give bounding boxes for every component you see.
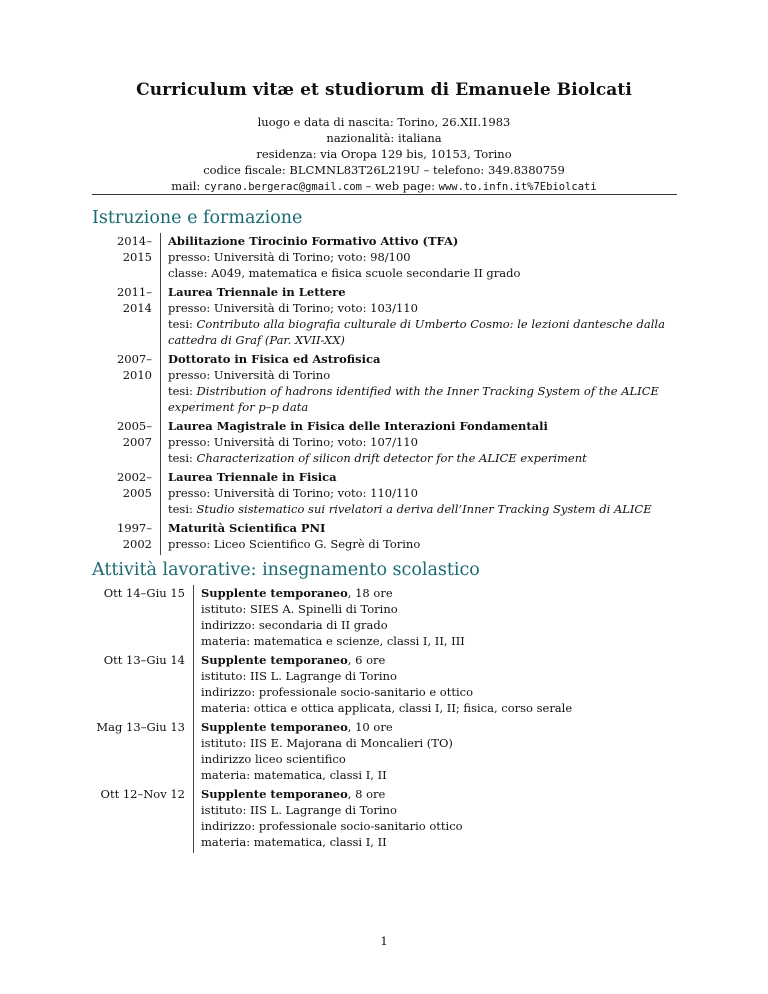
entry-detail-text: presso: Università di Torino; voto: 98/100: [168, 250, 411, 264]
entry-detail-text: istituto: IIS E. Majorana di Moncalieri (TO): [201, 736, 453, 750]
section-istruzione: [92, 207, 692, 555]
web-link[interactable]: www.to.infn.it%7Ebiolcati: [438, 181, 597, 193]
mail-label: mail:: [171, 179, 204, 193]
section-lavoro: [92, 559, 692, 853]
entry-detail-text: materia: matematica, classi I, II: [201, 835, 387, 849]
entry: [92, 786, 692, 850]
entry-hours: , 6 ore: [347, 653, 386, 667]
entry-title: [168, 233, 708, 249]
entry-thesis-title: Characterization of silicon drift detector for the ALICE experiment: [196, 451, 587, 465]
contact-block: [0, 114, 768, 195]
entry-thesis-title: Contributo alla biografia culturale di Umberto Cosmo: le lezioni dantesche dalla: [196, 317, 665, 331]
entry-title: [168, 351, 708, 367]
entry-detail-text: istituto: SIES A. Spinelli di Torino: [201, 602, 398, 616]
entry-date: 2002–2005: [116, 470, 152, 500]
entry-detail-line: [168, 450, 708, 466]
entry-title: [168, 520, 708, 536]
entry-detail-line: [201, 684, 701, 700]
birth-info: luogo e data di nascita: Torino, 26.XII.1983: [257, 115, 511, 129]
entry-detail-text: indirizzo: professionale socio-sanitario e ottico: [201, 685, 474, 699]
entry-detail-label: tesi:: [168, 384, 197, 398]
entry-body: [160, 233, 708, 284]
entry-detail-text: materia: matematica, classi I, II: [201, 768, 387, 782]
entry-detail-line: [201, 834, 701, 850]
entry-title-text: Supplente temporaneo: [201, 720, 348, 734]
entry-detail-line: [168, 485, 708, 501]
entry-title-text: Supplente temporaneo: [201, 586, 348, 600]
entry-detail-text: indirizzo: professionale socio-sanitario ottico: [201, 819, 463, 833]
entry-detail-text: materia: matematica e scienze, classi I, II, III: [201, 634, 465, 648]
entry: [92, 284, 692, 348]
entry-detail-label: tesi:: [168, 502, 197, 516]
entry: [92, 719, 692, 783]
entry-date: 2011–2014: [116, 285, 152, 315]
entry-title: [168, 284, 708, 300]
entry-date: 2005–2007: [116, 419, 152, 449]
entry-detail-line: [201, 802, 701, 818]
entry: [92, 585, 692, 649]
entry-detail-text: presso: Università di Torino; voto: 107/110: [168, 435, 418, 449]
entry-detail-line: [168, 332, 708, 348]
entry-detail-line: [201, 617, 701, 633]
entry-body: [160, 418, 708, 469]
entry-thesis-title: Distribution of hadrons identified with the Inner Tracking System of the ALICE: [196, 384, 659, 398]
entry-title-text: Laurea Triennale in Fisica: [168, 470, 337, 484]
mail-web-line: [0, 178, 768, 195]
entry-thesis-title: cattedra di Graf (Par. XVII-XX): [168, 333, 345, 347]
entry-detail-text: presso: Liceo Scientifico G. Segrè di Torino: [168, 537, 421, 551]
entry-body: [193, 585, 701, 652]
entry-body: [160, 284, 708, 351]
entry-date: 2007–2010: [116, 352, 152, 382]
entry-detail-line: [201, 601, 701, 617]
entry-hours: , 18 ore: [347, 586, 393, 600]
entry-body: [193, 786, 701, 853]
entry-title-text: Maturità Scientifica PNI: [168, 521, 326, 535]
entry-detail-line: [201, 767, 701, 783]
entry-title-text: Supplente temporaneo: [201, 787, 348, 801]
entry-body: [160, 520, 708, 555]
entry-detail-line: [201, 633, 701, 649]
entry-title: [168, 418, 708, 434]
entry-title: [201, 585, 701, 601]
entry: [92, 351, 692, 415]
entry-hours: , 8 ore: [347, 787, 386, 801]
entry-detail-text: materia: ottica e ottica applicata, classi I, II; fisica, corso serale: [201, 701, 573, 715]
entry-detail-text: presso: Università di Torino; voto: 110/110: [168, 486, 418, 500]
section-title-istruzione: Istruzione e formazione: [92, 208, 303, 228]
entry-date: Mag 13–Giu 13: [96, 720, 185, 734]
entry-date: Ott 13–Giu 14: [103, 653, 185, 667]
entry: [92, 418, 692, 466]
residence: residenza: via Oropa 129 bis, 10153, Torino: [256, 147, 512, 161]
entry-date: 2014–2015: [116, 234, 152, 264]
entry: [92, 652, 692, 716]
entries-lavoro: [92, 585, 692, 853]
entry-body: [193, 719, 701, 786]
entry-title-text: Abilitazione Tirocinio Formativo Attivo (TFA): [168, 234, 459, 248]
entry-detail-label: tesi:: [168, 317, 197, 331]
entry-detail-line: [201, 818, 701, 834]
entry-detail-line: [168, 265, 708, 281]
entry-detail-text: presso: Università di Torino; voto: 103/110: [168, 301, 418, 315]
entry-detail-label: tesi:: [168, 451, 197, 465]
entry-detail-text: presso: Università di Torino: [168, 368, 331, 382]
entry-date: Ott 12–Nov 12: [100, 787, 185, 801]
entry-detail-line: [201, 668, 701, 684]
entry-body: [160, 351, 708, 418]
nationality: nazionalità: italiana: [326, 131, 442, 145]
entry-detail-line: [168, 434, 708, 450]
web-label: – web page:: [362, 179, 439, 193]
entry-detail-text: istituto: IIS L. Lagrange di Torino: [201, 803, 397, 817]
entry-date: Ott 14–Giu 15: [103, 586, 185, 600]
entry-hours: , 10 ore: [347, 720, 393, 734]
entry-detail-line: [201, 700, 701, 716]
entry-detail-text: istituto: IIS L. Lagrange di Torino: [201, 669, 397, 683]
entries-istruzione: [92, 233, 692, 555]
entry-title: [168, 469, 708, 485]
entry-detail-text: indirizzo: secondaria di II grado: [201, 618, 388, 632]
entry-thesis-title: Studio sistematico sui rivelatori a deriva dell’Inner Tracking System di ALICE: [196, 502, 652, 516]
entry-detail-line: [168, 300, 708, 316]
entry-thesis-title: experiment for p–p data: [168, 400, 309, 414]
entry: [92, 233, 692, 281]
entry-title: [201, 786, 701, 802]
entry-detail-line: [168, 399, 708, 415]
entry-date: 1997–2002: [116, 521, 152, 551]
header-divider: [92, 194, 677, 195]
entry-title: [201, 652, 701, 668]
entry-detail-text: indirizzo liceo scientifico: [201, 752, 346, 766]
mail-link[interactable]: cyrano.bergerac@gmail.com: [203, 181, 362, 193]
entry-body: [160, 469, 708, 520]
entry: [92, 520, 692, 552]
entry-detail-line: [168, 249, 708, 265]
entry-detail-line: [201, 751, 701, 767]
entry: [92, 469, 692, 517]
fiscal-code-phone: codice fiscale: BLCMNL83T26L219U – telefono: 349.8380759: [203, 163, 565, 177]
entry-title-text: Laurea Magistrale in Fisica delle Interazioni Fondamentali: [168, 419, 548, 433]
entry-detail-line: [201, 735, 701, 751]
entry-title-text: Laurea Triennale in Lettere: [168, 285, 346, 299]
entry-detail-text: classe: A049, matematica e fisica scuole secondarie II grado: [168, 266, 521, 280]
entry-detail-line: [168, 367, 708, 383]
entry-title-text: Supplente temporaneo: [201, 653, 348, 667]
section-title-lavoro: Attività lavorative: insegnamento scolastico: [92, 560, 480, 580]
entry-detail-line: [168, 316, 708, 332]
entry-body: [193, 652, 701, 719]
entry-title-text: Dottorato in Fisica ed Astrofisica: [168, 352, 381, 366]
entry-detail-line: [168, 536, 708, 552]
entry-detail-line: [168, 501, 708, 517]
page-title: Curriculum vitæ et studiorum di Emanuele Biolcati: [136, 80, 632, 100]
entry-title: [201, 719, 701, 735]
page-number: 1: [380, 934, 388, 948]
entry-detail-line: [168, 383, 708, 399]
